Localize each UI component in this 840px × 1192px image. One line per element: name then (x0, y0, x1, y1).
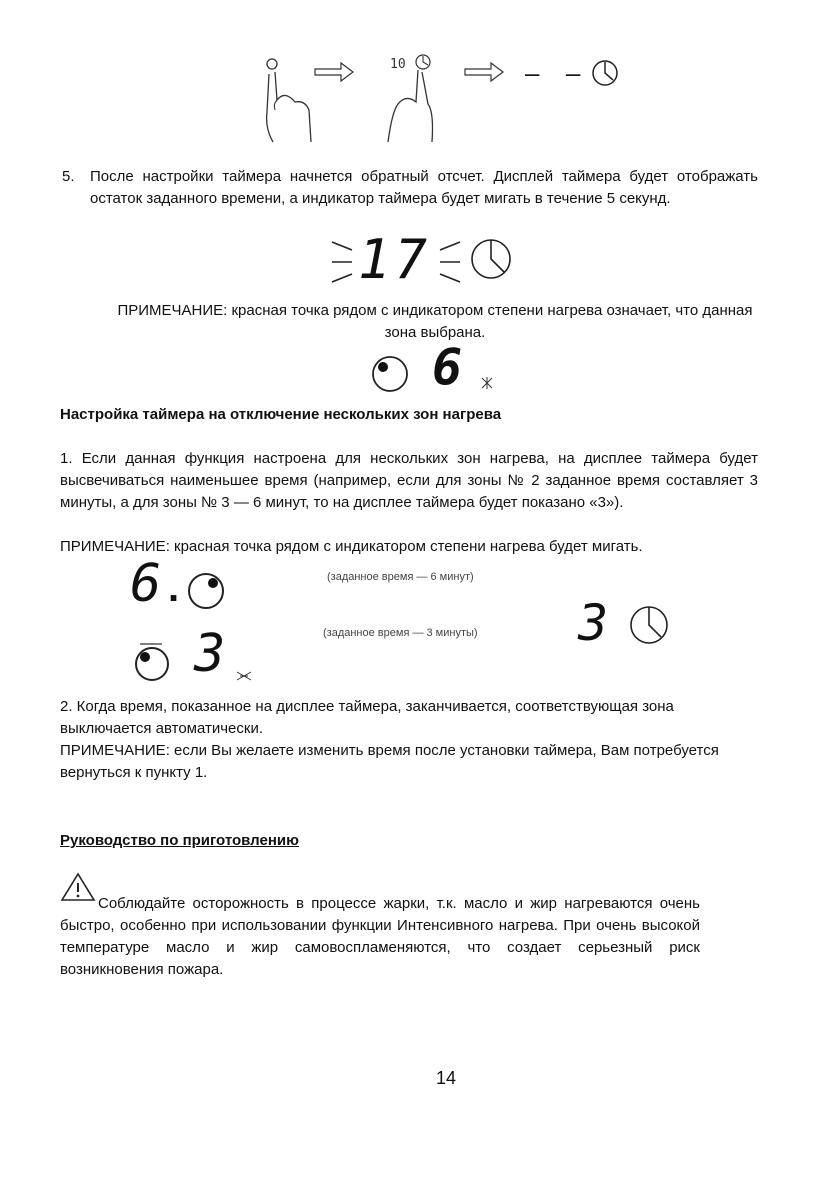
page-number: 14 (436, 1068, 457, 1088)
timer-display (578, 594, 688, 658)
section-heading-cooking: Руководство по приготовлению (60, 832, 299, 849)
blink-dot-icon (480, 376, 494, 390)
clock-icon (628, 604, 672, 648)
zone-b-caption: (заданное время — 3 минуты) (323, 627, 478, 639)
step-number: 5. (62, 168, 75, 185)
note-blink: ПРИМЕЧАНИЕ: красная точка рядом с индикатором степени нагрева будет мигать. (60, 538, 643, 555)
zone-b-display (132, 624, 262, 690)
svg-text:10: 10 (390, 57, 406, 72)
blink-rays-left-icon (330, 238, 360, 288)
zone-indicator-icon (370, 352, 414, 396)
clock-icon (592, 60, 622, 90)
zone-a-digit: 6 (130, 554, 162, 614)
hand-timer-touch-icon (370, 50, 460, 145)
timer-dashes: – – (525, 60, 587, 88)
note-change-time: ПРИМЕЧАНИЕ: если Вы желаете изменить время после установки таймера, Вам потребуется вернуться к пункту 1. (60, 742, 719, 781)
warning-text: Соблюдайте осторожность в процессе жарки, т.к. масло и жир нагреваются очень быстро, особенно при использовании функции Интенсивного нагрева. При очень высокой температуре масло и жир самовоспламеняются, что создает серьезный риск возникновения пожара. (60, 895, 700, 978)
zone-indicator-icon (132, 638, 176, 682)
zone-indicator-icon (186, 570, 230, 614)
paragraph-multi-zone: 1. Если данная функция настроена для нескольких зон нагрева, на дисплее таймера будет высвечиваться наименьшее время (например, если для зоны № 2 заданное время составляет 3 минуты, а для зоны № 3 — 6 минут, то на дисплее таймера будет показано «3»). (60, 450, 758, 511)
paragraph-auto-off: 2. Когда время, показанное на дисплее таймера, заканчивается, соответствующая зона выключается автоматически. (60, 698, 674, 737)
arrow-right-icon (465, 62, 505, 82)
countdown-display (330, 228, 530, 294)
zone-power-level: 6 (432, 338, 463, 396)
blink-rays-right-icon (438, 238, 468, 288)
note-red-dot: ПРИМЕЧАНИЕ: красная точка рядом с индикатором степени нагрева означает, что данная зона выбрана. (117, 302, 753, 341)
zone-a-caption: (заданное время — 6 минут) (327, 571, 474, 583)
zone-a-display (120, 554, 240, 622)
zone-display (370, 338, 510, 400)
clock-icon (470, 238, 514, 282)
countdown-digits: 17 (358, 228, 432, 291)
section-heading-multi-zone: Настройка таймера на отключение нескольких зон нагрева (60, 406, 502, 423)
step5-text: После настройки таймера начнется обратный отсчет. Дисплей таймера будет отображать остаток заданного времени, а индикатор таймера будет мигать в течение 5 секунд. (90, 168, 758, 207)
timer-digit: 3 (578, 594, 609, 652)
blink-dot-icon (236, 670, 252, 682)
zone-a-dot: . (168, 566, 180, 610)
touch-sequence-illustration (250, 50, 630, 145)
arrow-right-icon (315, 62, 355, 82)
zone-b-digit: 3 (194, 624, 226, 684)
